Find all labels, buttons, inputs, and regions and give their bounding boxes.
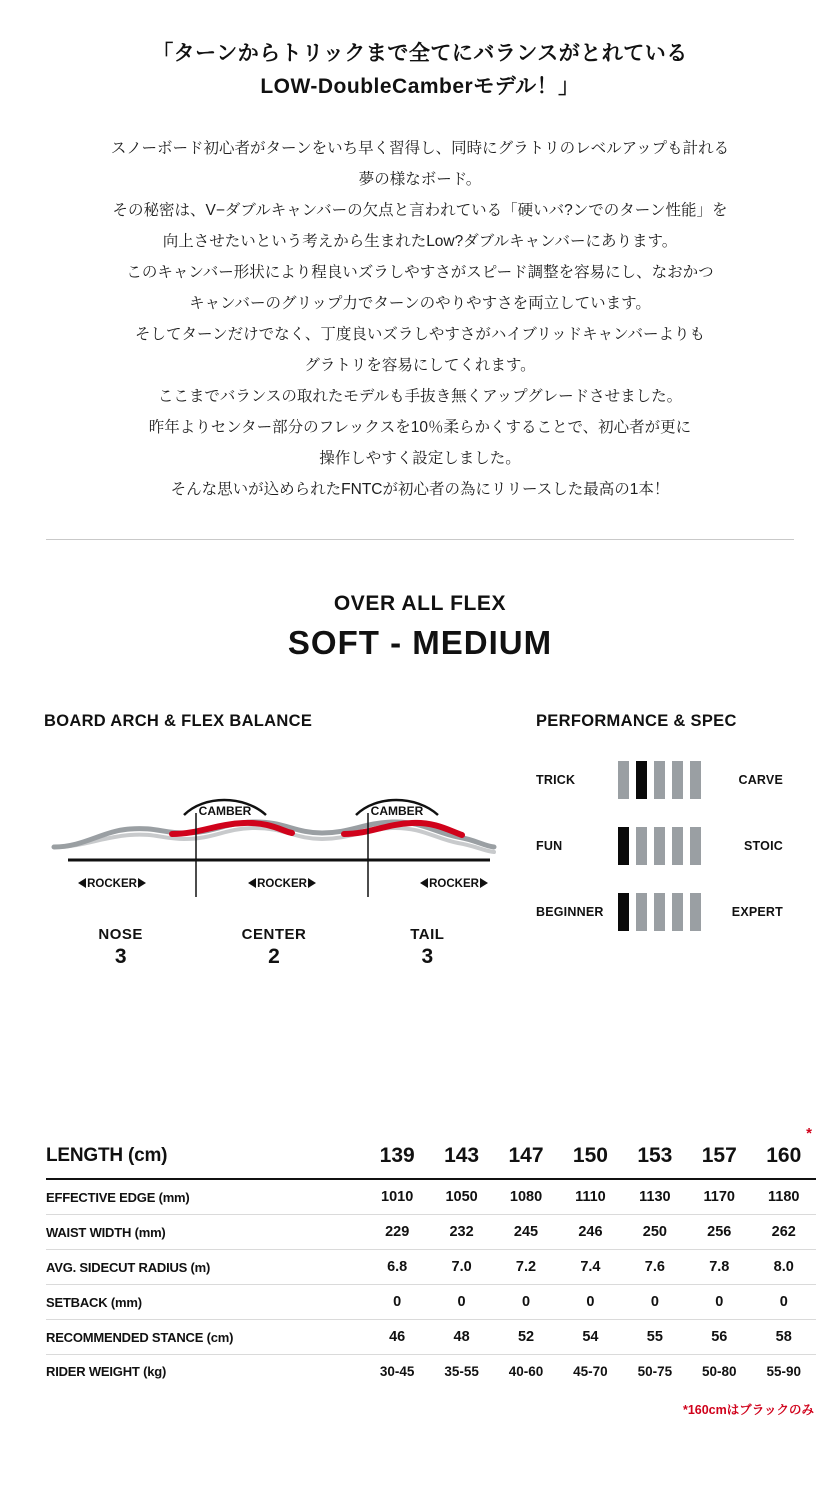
spec-cell: 54 (582, 1329, 599, 1345)
spec-cell: 1010 (381, 1189, 414, 1205)
zone-name: NOSE (98, 926, 143, 944)
spec-cell: 250 (642, 1224, 667, 1240)
camber-label-right: CAMBER (370, 804, 424, 819)
spec-row-label: AVG. SIDECUT RADIUS (m) (46, 1259, 211, 1275)
spec-header-label: LENGTH (cm) (46, 1145, 168, 1166)
spec-cell: 1050 (445, 1189, 478, 1205)
overall-flex-value: SOFT - MEDIUM (287, 624, 553, 662)
table-row (46, 1215, 816, 1250)
perf-left-label: TRICK (536, 773, 576, 788)
perf-segment (690, 827, 701, 865)
description-line: グラトリを容易にしてくれます。 (304, 357, 536, 375)
perf-scale-beginner-expert (618, 893, 701, 931)
spec-row-label: WAIST WIDTH (mm) (46, 1224, 166, 1240)
perf-segment (618, 761, 629, 799)
spec-cell: 1080 (509, 1189, 543, 1205)
length-value: 143 (444, 1144, 480, 1167)
spec-cell: 52 (517, 1329, 535, 1345)
description-line: 向上させたいという考えから生まれたLow?ダブルキャンバーにあります。 (162, 233, 678, 251)
perf-segment (654, 827, 665, 865)
camber-label-left: CAMBER (198, 804, 252, 819)
board-arch-column (44, 712, 514, 969)
spec-cell: 1110 (575, 1189, 606, 1205)
spec-cell: 45-70 (573, 1364, 608, 1379)
spec-cell: 1170 (703, 1189, 735, 1205)
perf-left-label: BEGINNER (536, 905, 604, 920)
board-zone-nose (44, 926, 197, 969)
spec-cell: 0 (586, 1294, 595, 1310)
perf-scale-trick-carve (618, 761, 701, 799)
asterisk-marker: * (806, 1125, 812, 1142)
description-line: スノーボード初心者がターンをいち早く習得し、同時にグラトリのレベルアップも計れる (110, 140, 730, 158)
spec-cell: 256 (707, 1224, 732, 1240)
spec-cell: 50-80 (702, 1364, 737, 1379)
spec-cell: 35-55 (444, 1364, 479, 1379)
spec-cell: 8.0 (773, 1259, 794, 1275)
description-line: 夢の様なボード。 (358, 171, 482, 189)
performance-column (514, 712, 796, 969)
overall-flex-block (0, 592, 840, 662)
spec-cell: 0 (650, 1294, 659, 1310)
spec-table (46, 1135, 816, 1388)
spec-cell: 40-60 (508, 1364, 544, 1379)
perf-segment (672, 827, 683, 865)
spec-cell: 55-90 (766, 1364, 801, 1379)
zone-value: 3 (114, 945, 127, 969)
spec-cell: 50-75 (637, 1364, 673, 1379)
overall-flex-label: OVER ALL FLEX (333, 592, 507, 616)
spec-cell: 1180 (768, 1189, 800, 1205)
perf-segment (636, 893, 647, 931)
board-zone-tail (351, 926, 504, 969)
length-value: 150 (572, 1144, 608, 1167)
description-line: キャンバーのグリップ力でターンのやりやすさを両立しています。 (189, 295, 651, 313)
page-title (0, 0, 840, 103)
headline-line-2: LOW-DoubleCamberモデル！」 (260, 74, 580, 98)
rocker-label-nose: ROCKER (87, 878, 137, 891)
spec-cell: 0 (457, 1294, 466, 1310)
spec-cell: 246 (578, 1224, 603, 1240)
spec-cell: 7.0 (451, 1259, 472, 1275)
board-zone-center (197, 926, 350, 969)
table-row (46, 1179, 816, 1215)
perf-right-label: STOIC (744, 839, 783, 854)
length-value: 139 (379, 1144, 415, 1167)
description-line: 昨年よりセンター部分のフレックスを10％柔らかくすることで、初心者が更に (148, 419, 692, 437)
perf-segment-active (636, 761, 647, 799)
table-row (46, 1285, 816, 1320)
perf-scale-fun-stoic (618, 827, 701, 865)
perf-segment (672, 893, 683, 931)
description-block (0, 103, 840, 505)
headline-line-1: 「ターンからトリックまで全てにバランスがとれている (152, 42, 688, 65)
spec-cell: 0 (393, 1294, 402, 1310)
spec-cell: 7.8 (709, 1259, 730, 1275)
section-divider (46, 539, 794, 540)
rocker-label-center: ROCKER (257, 878, 307, 891)
spec-cell: 0 (521, 1294, 531, 1310)
spec-table-block (46, 1125, 816, 1418)
spec-row-label: RECOMMENDED STANCE (cm) (46, 1329, 234, 1345)
spec-row-label: RIDER WEIGHT (kg) (46, 1364, 167, 1379)
board-profile-svg (44, 747, 504, 922)
spec-cell: 46 (389, 1329, 406, 1345)
spec-cell: 58 (775, 1329, 792, 1345)
spec-cell: 55 (646, 1329, 663, 1345)
table-header-row (46, 1135, 816, 1179)
length-value: 160 (766, 1144, 802, 1167)
board-zone-labels (44, 926, 504, 969)
table-row (46, 1355, 816, 1389)
perf-segment (654, 893, 665, 931)
perf-segment-active (618, 827, 629, 865)
performance-title: PERFORMANCE & SPEC (536, 712, 737, 731)
spec-cell: 229 (385, 1224, 410, 1240)
zone-name: CENTER (241, 926, 307, 944)
board-arch-diagram (44, 747, 504, 922)
perf-segment (636, 827, 647, 865)
table-row (46, 1320, 816, 1355)
spec-cell: 0 (715, 1294, 724, 1310)
perf-right-label: EXPERT (731, 905, 783, 920)
spec-cell: 48 (453, 1329, 470, 1345)
length-value: 153 (637, 1144, 673, 1167)
performance-row-trick-carve (536, 747, 796, 813)
spec-cell: 7.2 (515, 1259, 537, 1275)
zone-value: 3 (421, 945, 434, 969)
spec-cell: 7.4 (580, 1259, 601, 1275)
zone-name: TAIL (410, 926, 445, 944)
spec-cell: 0 (779, 1294, 788, 1310)
perf-segment (654, 761, 665, 799)
mid-section (0, 712, 840, 969)
performance-row-fun-stoic (536, 813, 796, 879)
spec-cell: 7.6 (644, 1259, 665, 1275)
perf-segment (690, 893, 701, 931)
description-line: その秘密は、V−ダブルキャンバーの欠点と言われている「硬いバ?ンでのターン性能」を (112, 202, 728, 220)
spec-cell: 232 (449, 1224, 474, 1240)
spec-cell: 245 (513, 1224, 539, 1240)
performance-row-beginner-expert (536, 879, 796, 945)
perf-left-label: FUN (536, 839, 563, 854)
rocker-label-tail: ROCKER (429, 878, 479, 891)
spec-row-label: SETBACK (mm) (46, 1294, 142, 1310)
perf-segment-active (618, 893, 629, 931)
spec-cell: 262 (771, 1224, 796, 1240)
description-line: ここまでバランスの取れたモデルも手抜き無くアップグレードさせました。 (157, 388, 683, 406)
board-arch-title: BOARD ARCH & FLEX BALANCE (44, 712, 313, 731)
length-value: 147 (508, 1144, 544, 1167)
description-line: そんな思いが込められたFNTCが初心者の為にリリースした最高の1本！ (170, 481, 670, 499)
description-line: 操作しやすく設定しました。 (319, 450, 521, 468)
perf-right-label: CARVE (738, 773, 783, 788)
perf-segment (672, 761, 683, 799)
description-line: そしてターンだけでなく、丁度良いズラしやすさがハイブリッドキャンバーよりも (134, 326, 706, 344)
table-row (46, 1250, 816, 1285)
spec-row-label: EFFECTIVE EDGE (mm) (46, 1189, 190, 1205)
length-value: 157 (701, 1144, 737, 1167)
spec-cell: 30-45 (379, 1364, 415, 1379)
perf-segment (690, 761, 701, 799)
spec-cell: 6.8 (387, 1259, 408, 1275)
performance-rows (536, 747, 796, 945)
zone-value: 2 (268, 945, 280, 969)
spec-footnote: *160cmはブラックのみ (682, 1403, 814, 1417)
spec-cell: 56 (711, 1329, 728, 1345)
description-line: このキャンバー形状により程良いズラしやすさがスピード調整を容易にし、なおかつ (126, 264, 714, 282)
spec-cell: 1130 (639, 1189, 671, 1205)
